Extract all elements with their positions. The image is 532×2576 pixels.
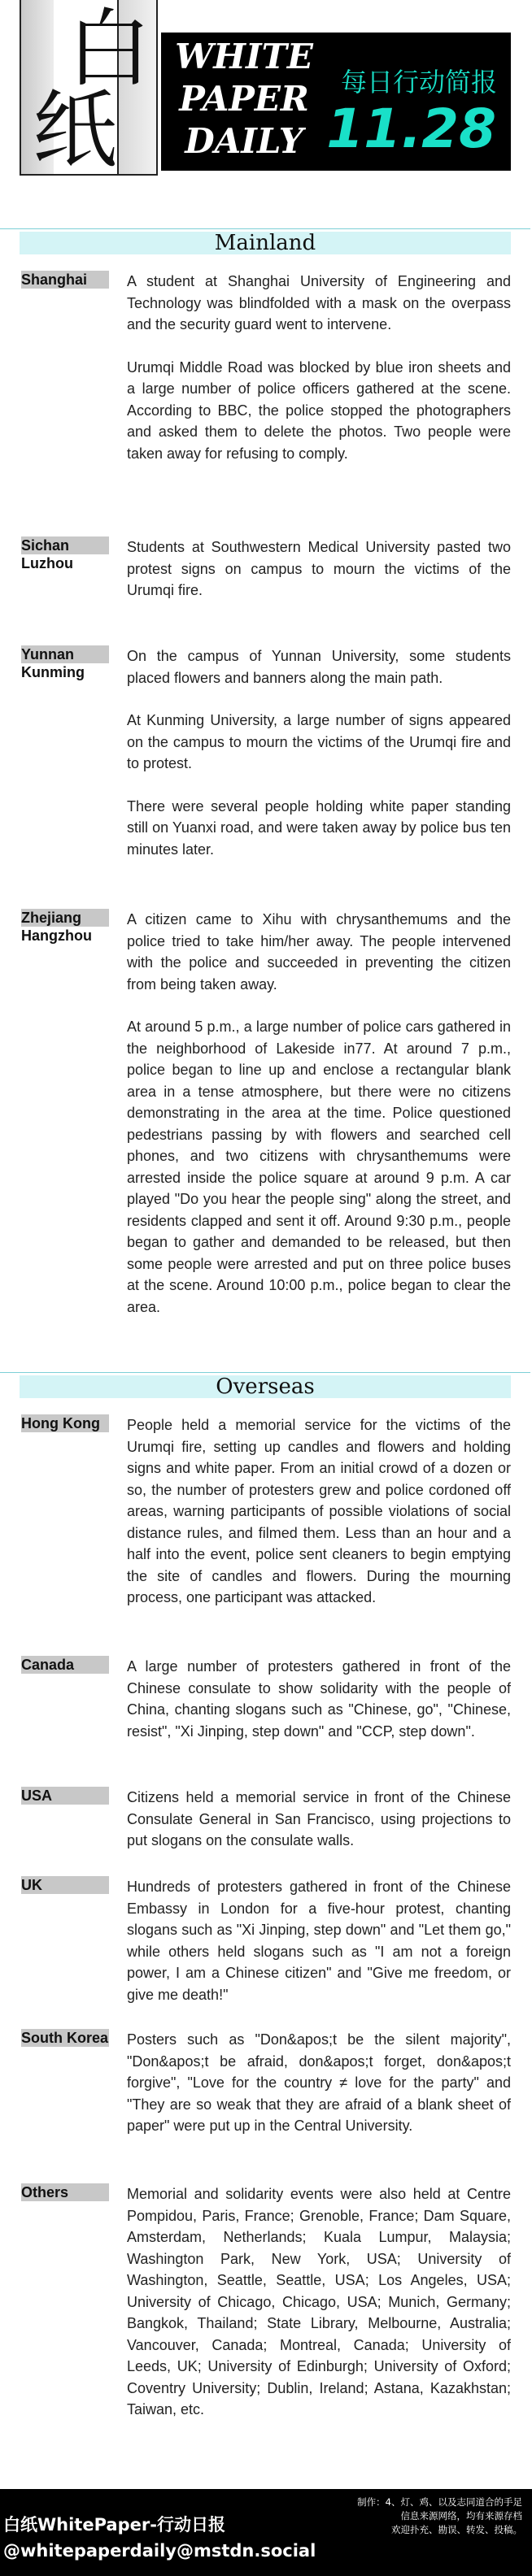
location-line: Luzhou bbox=[21, 555, 73, 571]
paragraph: Citizens held a memorial service in front of the Chinese Consulate General in San Francisco, using projections to put slogans on the consulate walls. bbox=[127, 1789, 511, 1848]
paragraph: Urumqi Middle Road was blocked by blue iron sheets and a large number of police officers gathered at the scene. According to BBC, the police stopped the photographers and asked them to delete the photos. Two people were taken away for refusing to comply. bbox=[127, 358, 511, 462]
section-title: Mainland bbox=[214, 231, 316, 255]
paragraph: Memorial and solidarity events were also held at Centre Pompidou, Paris, France; Grenoble, France; Dam Square, Amsterdam, Netherlands; Kuala Lumpur, Malaysia; Washington Park, New York, USA; University of Washington, Seattle, Seattle, USA; Los Angeles, USA; University of Chicago, Chicago, USA; Munich, Germany; Bangkok, Thailand; State Library, Melbourne, Australia; Vancouver, Canada; Montreal, Canada; University of Leeds, UK; University of Edinburgh; University of Oxford; Coventry University; Dublin, Ireland; Astana, Kazakhstan; Taiwan, etc. bbox=[127, 2186, 511, 2417]
location-label bbox=[21, 271, 109, 289]
location-line: Kunming bbox=[21, 664, 85, 680]
location-line: Canada bbox=[21, 1656, 109, 1674]
title-line-white: WHITE bbox=[175, 37, 313, 76]
location-line: Sichan bbox=[21, 536, 109, 554]
footer bbox=[0, 2489, 532, 2576]
title-line-daily: DAILY bbox=[185, 121, 303, 161]
cn-title-box bbox=[327, 33, 511, 171]
location-label bbox=[21, 1656, 109, 1674]
location-label bbox=[21, 1787, 109, 1805]
location-label bbox=[21, 2183, 109, 2201]
location-line: Yunnan bbox=[21, 645, 109, 663]
paragraph: At Kunming University, a large number of signs appeared on the campus to mourn the victims of the Urumqi fire and to protest. bbox=[127, 712, 511, 771]
location-line: Others bbox=[21, 2183, 109, 2201]
section-header-mainland bbox=[20, 232, 511, 254]
paragraph: On the campus of Yunnan University, some students placed flowers and banners along the main path. bbox=[127, 648, 511, 686]
section-title: Overseas bbox=[216, 1375, 315, 1399]
footer-handle-whitepaper: 白纸WhitePaper-行动日报 bbox=[3, 2515, 225, 2535]
entry-body bbox=[127, 1414, 511, 1609]
location-line: Shanghai bbox=[21, 271, 109, 289]
entry-body bbox=[127, 536, 511, 602]
paragraph: Posters such as "Don&apos;t be the silent majority", "Don&apos;t be afraid, don&apos;t forget, don&apos;t forgive", "Love for the country ≠ love for the party" and "They are so weak that they are afraid of a blank sheet of paper" were put up in the Central University. bbox=[127, 2031, 511, 2134]
location-label bbox=[21, 536, 109, 572]
entry-body bbox=[127, 271, 511, 464]
entry-body bbox=[127, 2183, 511, 2421]
footer-handle-mastodon: @whitepaperdaily@mstdn.social bbox=[3, 2541, 316, 2561]
location-label bbox=[21, 645, 109, 681]
entry-body bbox=[127, 909, 511, 1318]
entry-body bbox=[127, 1876, 511, 2005]
paragraph: A student at Shanghai University of Engineering and Technology was blindfolded with a mask on the overpass and the security guard went to intervene. bbox=[127, 273, 511, 332]
location-line: Hangzhou bbox=[21, 927, 92, 944]
location-label bbox=[21, 1414, 109, 1432]
logo-char-bai: 白 bbox=[67, 0, 152, 98]
paragraph: A citizen came to Xihu with chrysanthemums and the police tried to take him/her away. The people intervened with the police and succeeded in preventing the citizen from being taken away. bbox=[127, 911, 511, 993]
paragraph: Hundreds of protesters gathered in front of the Chinese Embassy in London for a five-hour protest, chanting slogans such as "Xi Jinping, step down" and "Let them go," while others held slogans such as "I am not a foreign power, I am a Chinese citizen" and "Give me freedom, or give me death!" bbox=[127, 1879, 511, 2003]
location-line: USA bbox=[21, 1787, 109, 1805]
location-label bbox=[21, 2029, 109, 2047]
title-box bbox=[161, 33, 327, 171]
location-line: UK bbox=[21, 1876, 109, 1894]
credit-line: 欢迎扑充、勘误、转发、投稿。 bbox=[391, 2524, 522, 2535]
location-line: South Korea bbox=[21, 2030, 109, 2046]
entry-body bbox=[127, 645, 511, 860]
footer-credits bbox=[301, 2496, 522, 2537]
credit-line: 信息来源网络，均有来源存档 bbox=[400, 2510, 522, 2522]
entry-body bbox=[127, 1787, 511, 1852]
location-label bbox=[21, 909, 109, 945]
paragraph: At around 5 p.m., a large number of police cars gathered in the neighborhood of Lakeside in77. At around 7 p.m., police began to line up and enclose a rectangular blank area in a tense atmosphere, but there were no citizens demonstrating in the area at the time. Police questioned pedestrians passing by with flowers and searched cell phones, and two citizens with chrysanthemums were arrested inside the police square at around 9 p.m. A car played "Do you hear the people sing" along the street, and residents clapped and sent it off. Around 9:30 p.m., people began to gather and demanded to be released, but then some people were arrested and put on three police buses at the scene. Around 10:00 p.m., police began to clear the area. bbox=[127, 1019, 511, 1315]
paragraph: Students at Southwestern Medical University pasted two protest signs on campus to mourn the victims of the Urumqi fire. bbox=[127, 539, 511, 598]
cn-title: 每日行动简报 bbox=[340, 67, 497, 98]
location-line: Zhejiang bbox=[21, 909, 109, 927]
paragraph: There were several people holding white paper standing still on Yuanxi road, and were taken away by police bus ten minutes later. bbox=[127, 797, 511, 858]
logo-char-zhi: 纸 bbox=[33, 80, 118, 176]
paragraph: A large number of protesters gathered in front of the Chinese consulate to show solidarity with the people of China, chanting slogans such as "Chinese, go", "Chinese, resist", "Xi Jinping, step down" and "CCP, step down". bbox=[127, 1658, 511, 1740]
location-line: Hong Kong bbox=[21, 1414, 109, 1432]
masthead bbox=[20, 0, 511, 177]
white-paper-logo bbox=[20, 0, 158, 176]
entry-body bbox=[127, 1656, 511, 1742]
section-header-overseas bbox=[20, 1375, 511, 1398]
entry-body bbox=[127, 2029, 511, 2137]
paragraph: People held a memorial service for the victims of the Urumqi fire, setting up candles and flowers and holding signs and white paper. From an initial crowd of a dozen or so, the number of protesters grew and police cordoned off areas, warning participants of possible violations of social distance rules, and filmed them. Less than an hour and a half into the event, police sent cleaners to begin emptying the site of candles and flowers. During the mourning process, one participant was attacked. bbox=[127, 1417, 511, 1605]
location-label bbox=[21, 1876, 109, 1894]
title-line-paper: PAPER bbox=[179, 79, 309, 119]
issue-date: 11.28 bbox=[326, 98, 496, 160]
credit-line: 制作：4、灯、鸡、以及志同道合的手足 bbox=[357, 2496, 522, 2508]
